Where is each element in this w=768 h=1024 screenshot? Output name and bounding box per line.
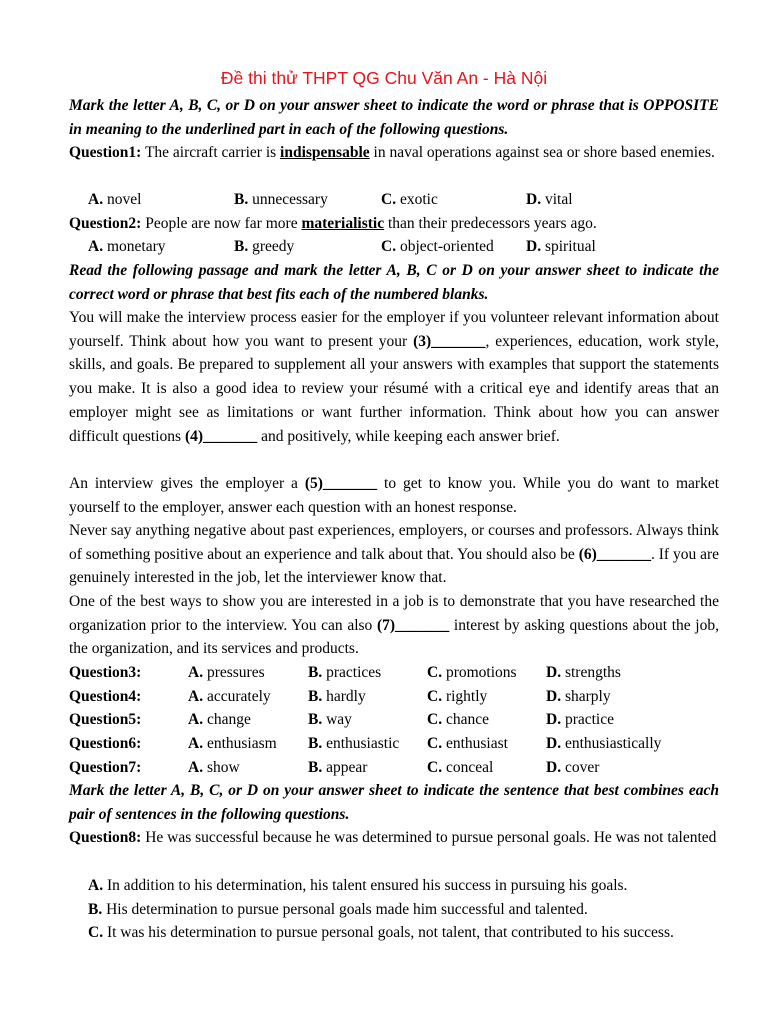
option-d: D. spiritual xyxy=(526,238,596,255)
option-a: A. enthusiasm xyxy=(188,735,277,752)
option-a: A. show xyxy=(188,759,240,776)
option-a: A. monetary xyxy=(88,238,166,255)
question-2 xyxy=(69,212,719,236)
exam-title: Đề thi thử THPT QG Chu Văn An - Hà Nội xyxy=(220,68,548,88)
option-c: C. promotions xyxy=(427,664,517,681)
option-d: D. practice xyxy=(546,711,614,728)
question-text: People are now far more xyxy=(141,215,302,232)
option-b: B. unnecessary xyxy=(234,191,328,208)
question-4-row xyxy=(69,685,729,709)
option-c: C. enthusiast xyxy=(427,735,508,752)
option-b: B. greedy xyxy=(234,238,295,255)
question-8-option-a: A. In addition to his determination, his talent ensured his success in pursuing his goals. xyxy=(88,877,628,894)
blank-4: (4)_______ xyxy=(184,427,258,445)
option-d: D. strengths xyxy=(546,664,621,681)
underlined-word: indispensable xyxy=(280,144,370,161)
question-7-row xyxy=(69,756,729,780)
option-a: A. change xyxy=(188,711,251,728)
instruction-opposite: Mark the letter A, B, C, or D on your answer sheet to indicate the word or phrase that is OPPOSITE in meaning to the underlined part in each of the following questions. xyxy=(69,97,719,138)
option-b: B. hardly xyxy=(308,688,366,705)
option-a: A. accurately xyxy=(188,688,271,705)
question-8-option-c: C. It was his determination to pursue personal goals, not talent, that contributed to his success. xyxy=(88,924,674,941)
question-3-row xyxy=(69,661,729,685)
option-c: C. conceal xyxy=(427,759,494,776)
question-label: Question8: xyxy=(69,829,142,846)
passage-paragraph-2: An interview gives the employer a (5)_______ to get to know you. While you do want to market yourself to the employer, answer each question with an honest response. xyxy=(69,475,720,516)
option-b: B. enthusiastic xyxy=(308,735,400,752)
question-2-options xyxy=(69,235,729,259)
option-d: D. sharply xyxy=(546,688,611,705)
instruction-combine: Mark the letter A, B, C, or D on your answer sheet to indicate the sentence that best combines each pair of sentences in the following questions. xyxy=(69,782,719,823)
question-text: than their predecessors years ago. xyxy=(384,215,597,232)
option-a: A. novel xyxy=(88,191,142,208)
question-label: Question2: xyxy=(69,215,142,232)
passage-paragraph-3: Never say anything negative about past experiences, employers, or courses and professors. Always think of something positive about an experience and talk about that. You should also be (6)_______. If you are genuinely interested in the job, let the interviewer know that. xyxy=(69,522,720,587)
option-d: D. cover xyxy=(546,759,600,776)
passage-paragraph-4: One of the best ways to show you are interested in a job is to demonstrate that you have researched the organization prior to the interview. You can also (7)_______ interest by asking questions about the job, the organization, and its services and products. xyxy=(69,593,719,658)
question-8-option-b: B. His determination to pursue personal goals made him successful and talented. xyxy=(88,901,588,918)
blank-5: (5)_______ xyxy=(304,475,378,492)
question-label: Question3: xyxy=(69,664,142,681)
underlined-word: materialistic xyxy=(301,215,385,232)
option-d: D. vital xyxy=(526,191,573,208)
instruction-passage: Read the following passage and mark the letter A, B, C or D on your answer sheet to indicate the correct word or phrase that best fits each of the numbered blanks. xyxy=(69,262,719,303)
option-c: C. chance xyxy=(427,711,489,728)
question-1-options xyxy=(69,188,729,212)
question-label: Question7: xyxy=(69,759,142,776)
question-8 xyxy=(69,826,719,850)
option-b: B. appear xyxy=(308,759,368,776)
question-label: Question1: xyxy=(69,144,142,161)
option-c: C. object-oriented xyxy=(381,238,494,255)
question-1 xyxy=(69,141,719,165)
question-5-row xyxy=(69,708,729,732)
question-text: He was successful because he was determined to pursue personal goals. He was not talented xyxy=(141,829,717,846)
blank-7: (7)_______ xyxy=(376,616,450,634)
option-a: A. pressures xyxy=(188,664,265,681)
question-label: Question6: xyxy=(69,735,142,752)
option-c: C. exotic xyxy=(381,191,438,208)
option-b: B. way xyxy=(308,711,352,728)
option-d: D. enthusiastically xyxy=(546,735,662,752)
option-c: C. rightly xyxy=(427,688,488,705)
question-text: in naval operations against sea or shore based enemies. xyxy=(369,144,715,161)
question-text: The aircraft carrier is xyxy=(141,144,281,161)
blank-6: (6)_______ xyxy=(578,545,652,563)
passage-paragraph-1: You will make the interview process easier for the employer if you volunteer relevant information about yourself. Think about how you want to present your (3)_______, experiences, education, work style, skills, and goals. Be prepared to supplement all your answers with examples that support the statements you make. It is also a good idea to review your résumé with a critical eye and identify areas that an employer might see as limitations or want further information. Think about how you can answer difficult questions (4)_______ and positively, while keeping each answer brief. xyxy=(69,309,720,445)
question-label: Question5: xyxy=(69,711,142,728)
question-6-row xyxy=(69,732,729,756)
question-label: Question4: xyxy=(69,688,142,705)
blank-3: (3)_______ xyxy=(413,332,486,350)
option-b: B. practices xyxy=(308,664,382,681)
